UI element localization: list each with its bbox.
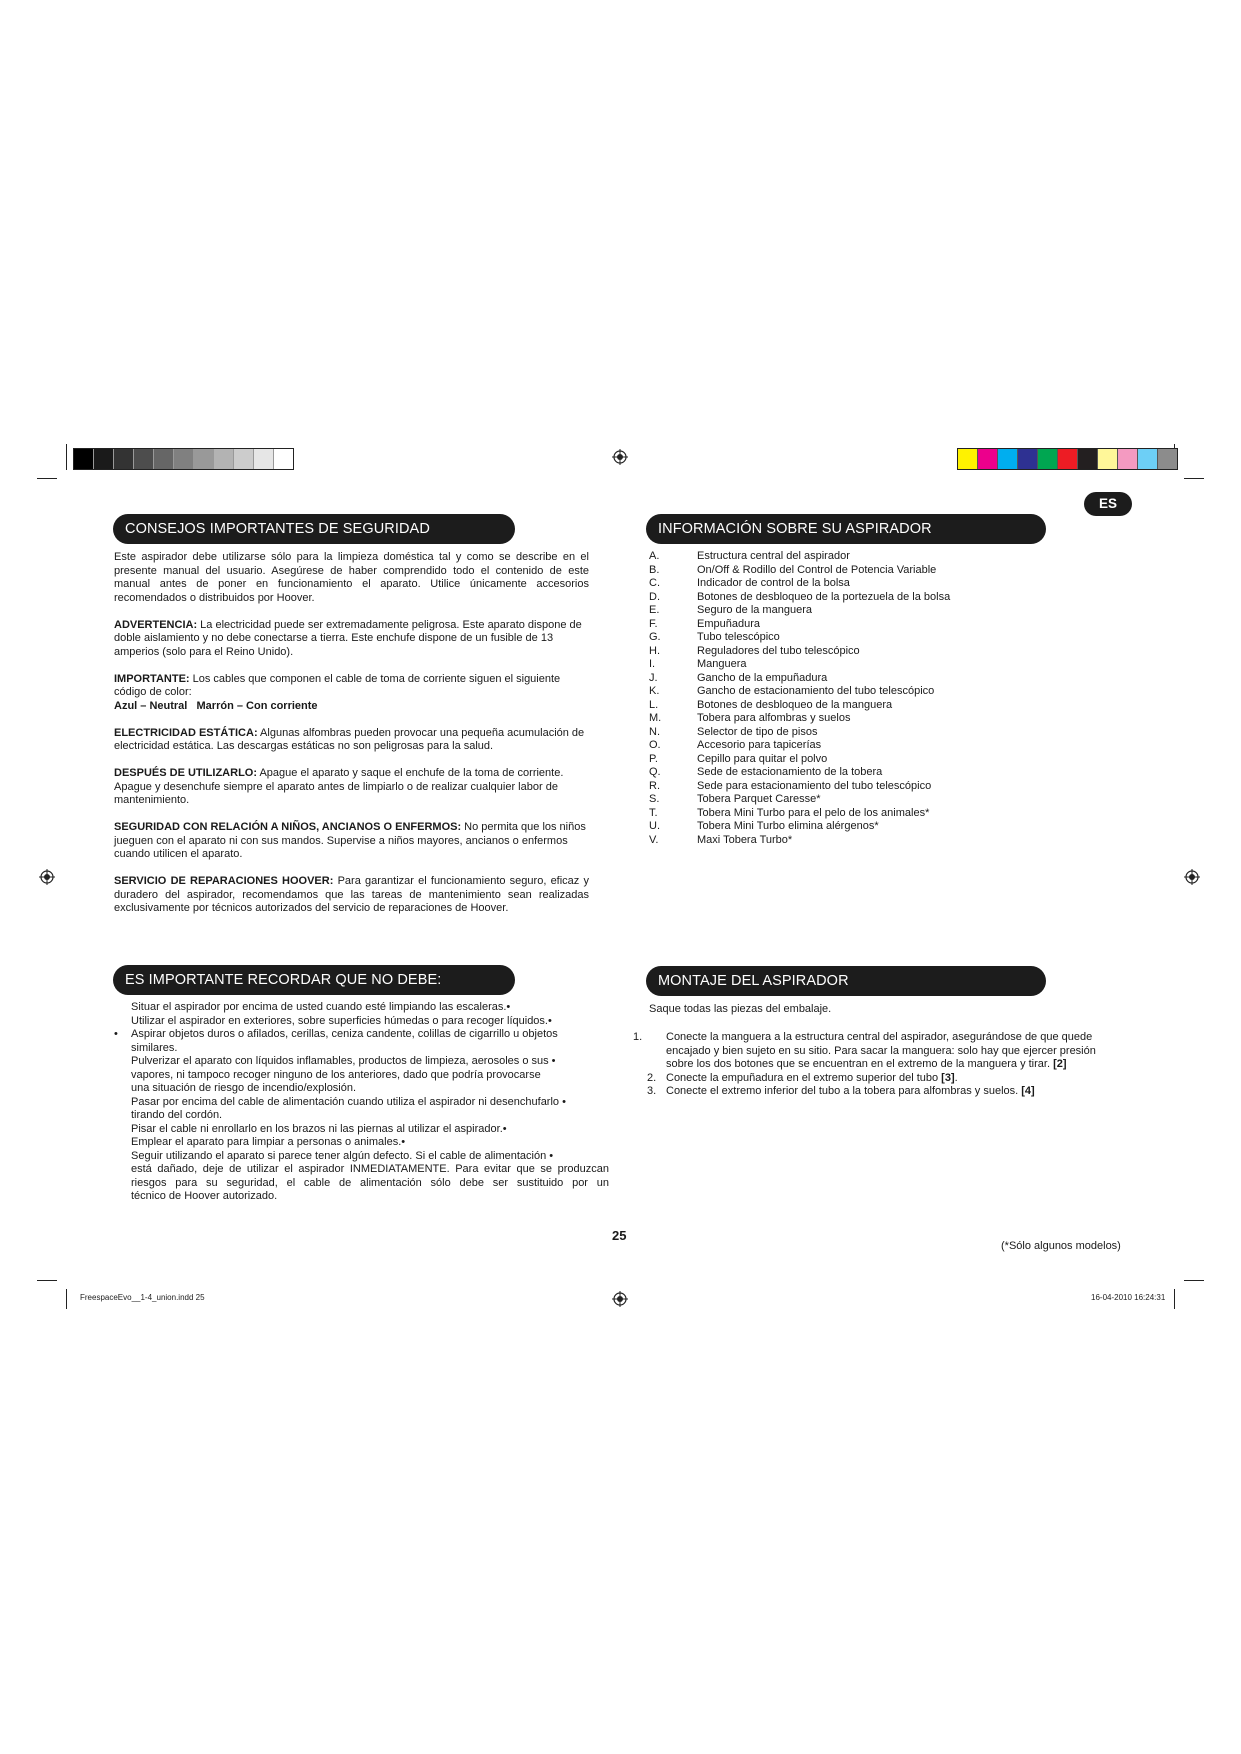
- static-text: Algunas alfombras pueden provocar una pequeña acumulación de electricidad estática. Las descargas estáticas no son peligrosas para la salud.: [114, 726, 585, 752]
- assembly-section-title: MONTAJE DEL ASPIRADOR: [646, 966, 1046, 996]
- color-swatch: [214, 449, 234, 469]
- parts-name: Sede de estacionamiento de la tobera: [697, 766, 883, 778]
- parts-name: Estructura central del aspirador: [697, 550, 850, 562]
- parts-list-item: [649, 753, 1029, 767]
- dont-list-line: riesgos para su seguridad, el cable de alimentación sólo debe ser sustituido por un: [131, 1176, 609, 1189]
- parts-list-item: [649, 564, 1029, 578]
- assembly-step: [633, 1085, 1113, 1099]
- children-safety-paragraph: [114, 821, 589, 862]
- color-swatch: [1078, 449, 1098, 469]
- after-use-label: DESPUÉS DE UTILIZARLO:: [114, 767, 258, 779]
- parts-letter: E.: [649, 604, 660, 616]
- parts-letter: Q.: [649, 766, 661, 778]
- dont-list-line: Pasar por encima del cable de alimentación cuando utiliza el aspirador ni desenchufarlo •: [131, 1095, 566, 1108]
- parts-letter: N.: [649, 725, 660, 738]
- step-instruction: Conecte la manguera a la estructura central del aspirador, asegurándose de que quede encajado y bien sujeto en su sitio. Para sacar la manguera: solo hay que ejercer presión sobre los dos botones que se encuentran en el extremo de la manguera y tirar.: [666, 1031, 1096, 1070]
- parts-name: Tobera Mini Turbo elimina alérgenos*: [697, 820, 879, 832]
- step-tail: .: [954, 1071, 958, 1084]
- crop-mark: [1184, 1280, 1204, 1281]
- parts-list-item: [649, 780, 1029, 794]
- color-swatch: [1118, 449, 1138, 469]
- parts-list-item: [649, 820, 1029, 834]
- warning-text: La electricidad puede ser extremadamente peligrosa. Este aparato dispone de doble aislamiento y no debe conectarse a tierra. Este enchufe dispone de un fusible de 13 amperios (solo para el Reino Unido).: [114, 618, 582, 658]
- parts-letter: M.: [649, 712, 662, 724]
- parts-letter: A.: [649, 550, 660, 562]
- color-swatch: [1158, 449, 1177, 469]
- parts-letter: R.: [649, 779, 660, 792]
- parts-letter: K.: [649, 685, 660, 697]
- assembly-step: [633, 1072, 1113, 1086]
- color-swatch: [134, 449, 154, 469]
- parts-list-item: [649, 712, 1029, 726]
- dont-list-line: Aspirar objetos duros o afilados, cerillas, ceniza candente, colillas de cigarrillo u objetos: [131, 1028, 558, 1040]
- dont-list-line: similares.: [131, 1041, 178, 1054]
- step-text: [666, 1072, 1113, 1086]
- service-paragraph: [114, 875, 589, 916]
- assembly-steps: [633, 1031, 1113, 1099]
- parts-list-item: [649, 550, 1029, 564]
- static-label: ELECTRICIDAD ESTÁTICA:: [114, 726, 258, 739]
- registration-mark-icon: [612, 449, 628, 465]
- crop-mark: [37, 1280, 57, 1281]
- parts-letter: I.: [649, 658, 656, 670]
- grayscale-color-bar: [73, 448, 294, 470]
- parts-name: Sede para estacionamiento del tubo telescópico: [697, 779, 932, 792]
- safety-section-title: CONSEJOS IMPORTANTES DE SEGURIDAD: [113, 514, 515, 544]
- step-instruction: Conecte el extremo inferior del tubo a la tobera para alfombras y suelos.: [666, 1085, 1022, 1097]
- static-paragraph: [114, 727, 589, 754]
- registration-mark-icon: [39, 869, 55, 885]
- important-text: Los cables que componen el cable de toma de corriente siguen el siguiente código de color:: [114, 672, 561, 698]
- parts-list-item: [649, 591, 1029, 605]
- parts-list-item: [649, 672, 1029, 686]
- dont-list-line: Emplear el aparato para limpiar a personas o animales.•: [131, 1136, 406, 1148]
- important-label: IMPORTANTE:: [114, 672, 190, 685]
- step-text: [666, 1085, 1113, 1099]
- dont-list-line: vapores, ni tampoco recoger ninguno de los anteriores, dado que podría provocarse: [131, 1068, 541, 1081]
- language-badge: ES: [1084, 492, 1132, 516]
- registration-mark-icon: [612, 1291, 628, 1307]
- color-swatch: [174, 449, 194, 469]
- crop-mark: [37, 478, 57, 479]
- parts-list-item: [649, 793, 1029, 807]
- parts-letter: O.: [649, 739, 661, 751]
- parts-letter: D.: [649, 590, 660, 603]
- color-swatch: [1098, 449, 1118, 469]
- parts-letter: F.: [649, 617, 658, 630]
- parts-list-item: [649, 645, 1029, 659]
- parts-list-item: [649, 658, 1029, 672]
- parts-name: Tobera Parquet Caresse*: [697, 793, 821, 805]
- dont-list-line: está dañado, deje de utilizar el aspirador INMEDIATAMENTE. Para evitar que se produzcan: [131, 1163, 609, 1175]
- dont-list: [131, 1001, 609, 1204]
- color-swatch: [254, 449, 274, 469]
- step-text: [666, 1031, 1113, 1072]
- assembly-step: [633, 1031, 1113, 1072]
- dont-list-line: Seguir utilizando el aparato si parece tener algún defecto. Si el cable de alimentación •: [131, 1149, 554, 1162]
- parts-letter: B.: [649, 563, 660, 576]
- parts-letter: V.: [649, 833, 659, 846]
- parts-letter: J.: [649, 671, 658, 684]
- parts-name: Gancho de estacionamiento del tubo telescópico: [697, 685, 935, 697]
- children-safety-label: SEGURIDAD CON RELACIÓN A NIÑOS, ANCIANOS O ENFERMOS:: [114, 821, 462, 833]
- parts-letter: L.: [649, 698, 659, 711]
- parts-list: [649, 550, 1029, 847]
- crop-mark: [66, 1289, 67, 1309]
- figure-reference: [4]: [1021, 1085, 1035, 1097]
- dont-list-line: Pulverizar el aparato con líquidos inflamables, productos de limpieza, aerosoles o sus •: [131, 1055, 556, 1067]
- crop-mark: [66, 444, 67, 470]
- parts-letter: H.: [649, 644, 660, 657]
- color-swatch: [1058, 449, 1078, 469]
- info-section-title: INFORMACIÓN SOBRE SU ASPIRADOR: [646, 514, 1046, 544]
- parts-name: Tubo telescópico: [697, 631, 780, 643]
- dont-list-line: una situación de riesgo de incendio/explosión.: [131, 1082, 357, 1094]
- parts-name: Selector de tipo de pisos: [697, 725, 818, 738]
- children-safety-text: No permita que los niños jueguen con el aparato ni con sus mandos. Supervise a niños mayores, ancianos o enfermos cuando utilicen el aparato.: [114, 821, 586, 860]
- parts-list-item: [649, 766, 1029, 780]
- color-swatch: [274, 449, 293, 469]
- parts-name: On/Off & Rodillo del Control de Potencia Variable: [697, 563, 937, 576]
- parts-list-item: [649, 699, 1029, 713]
- color-swatch: [114, 449, 134, 469]
- color-swatch: [74, 449, 94, 469]
- parts-letter: S.: [649, 793, 660, 805]
- figure-reference: [3]: [941, 1071, 955, 1084]
- color-swatch: [978, 449, 998, 469]
- registration-mark-icon: [1184, 869, 1200, 885]
- step-number: 1.: [633, 1031, 643, 1043]
- process-color-bar: [957, 448, 1178, 470]
- parts-list-item: [649, 577, 1029, 591]
- dont-list-line: Situar el aspirador por encima de usted cuando esté limpiando las escaleras.•: [131, 1001, 511, 1013]
- color-swatch: [998, 449, 1018, 469]
- dont-list-line: tirando del cordón.: [131, 1109, 223, 1121]
- color-swatch: [234, 449, 254, 469]
- color-swatch: [154, 449, 174, 469]
- parts-name: Botones de desbloqueo de la portezuela de la bolsa: [697, 590, 951, 603]
- figure-reference: [2]: [1053, 1058, 1067, 1070]
- crop-mark: [1174, 1289, 1175, 1309]
- parts-list-item: [649, 685, 1029, 699]
- step-number: 2.: [647, 1071, 657, 1084]
- parts-name: Maxi Tobera Turbo*: [697, 833, 793, 846]
- dont-section-title: ES IMPORTANTE RECORDAR QUE NO DEBE:: [113, 965, 515, 995]
- parts-name: Tobera para alfombras y suelos: [697, 712, 851, 724]
- parts-list-item: [649, 631, 1029, 645]
- parts-list-item: [649, 726, 1029, 740]
- after-use-text: Apague el aparato y saque el enchufe de la toma de corriente. Apague y desenchufe siempre el aparato antes de limpiarlo o de realizar cualquier labor de mantenimiento.: [114, 767, 564, 806]
- parts-name: Botones de desbloqueo de la manguera: [697, 698, 893, 711]
- parts-name: Seguro de la manguera: [697, 604, 812, 616]
- color-swatch: [1038, 449, 1058, 469]
- parts-name: Manguera: [697, 658, 747, 670]
- dont-list-line: técnico de Hoover autorizado.: [131, 1190, 278, 1202]
- color-swatch: [1138, 449, 1158, 469]
- parts-list-item: [649, 807, 1029, 821]
- parts-list-item: [649, 604, 1029, 618]
- parts-list-item: [649, 618, 1029, 632]
- parts-letter: T.: [649, 806, 658, 819]
- parts-letter: G.: [649, 631, 661, 643]
- parts-letter: U.: [649, 820, 660, 832]
- step-number: 3.: [647, 1085, 657, 1097]
- parts-name: Accesorio para tapicerías: [697, 739, 822, 751]
- safety-section-body: [114, 551, 589, 929]
- crop-mark: [1184, 478, 1204, 479]
- color-swatch: [958, 449, 978, 469]
- date-slug: 16-04-2010 16:24:31: [1091, 1293, 1166, 1302]
- service-label: SERVICIO DE REPARACIONES HOOVER:: [114, 875, 334, 887]
- warning-paragraph: [114, 619, 589, 660]
- parts-letter: C.: [649, 577, 660, 589]
- footnote: (*Sólo algunos modelos): [1001, 1240, 1121, 1252]
- parts-name: Cepillo para quitar el polvo: [697, 752, 828, 765]
- page-number: 25: [612, 1228, 627, 1243]
- step-instruction: Conecte la empuñadura en el extremo superior del tubo: [666, 1071, 942, 1084]
- parts-name: Empuñadura: [697, 617, 760, 630]
- parts-name: Tobera Mini Turbo para el pelo de los animales*: [697, 806, 930, 819]
- color-swatch: [194, 449, 214, 469]
- assembly-intro: Saque todas las piezas del embalaje.: [649, 1003, 832, 1015]
- file-slug: FreespaceEvo__1-4_union.indd 25: [80, 1293, 205, 1302]
- safety-intro: Este aspirador debe utilizarse sólo para la limpieza doméstica tal y como se describe en el presente manual del usuario. Asegúrese de haber comprendido todo el contenido de este manual antes de poner en funcionamiento el aparato. Utilice únicamente accesorios recomendados o distribuidos por Hoover.: [114, 551, 589, 604]
- service-text: Para garantizar el funcionamiento seguro, eficaz y duradero del aspirador, recomendamos que las tareas de mantenimiento sean realizadas exclusivamente por técnicos autorizados del servicio de reparaciones de Hoover.: [114, 875, 589, 914]
- parts-name: Indicador de control de la bolsa: [697, 577, 850, 589]
- color-code-line: Azul – Neutral Marrón – Con corriente: [114, 699, 318, 712]
- after-use-paragraph: [114, 767, 589, 808]
- parts-name: Gancho de la empuñadura: [697, 671, 828, 684]
- dont-list-line: Utilizar el aspirador en exteriores, sobre superficies húmedas o para recoger líquidos.•: [131, 1014, 552, 1027]
- important-paragraph: [114, 673, 589, 714]
- dont-list-line: Pisar el cable ni enrollarlo en los brazos ni las piernas al utilizar el aspirador.•: [131, 1122, 507, 1135]
- parts-list-item: [649, 834, 1029, 848]
- parts-name: Reguladores del tubo telescópico: [697, 644, 860, 657]
- color-swatch: [94, 449, 114, 469]
- parts-list-item: [649, 739, 1029, 753]
- list-bullet: •: [114, 1028, 118, 1040]
- color-swatch: [1018, 449, 1038, 469]
- warning-label: ADVERTENCIA:: [114, 618, 198, 631]
- parts-letter: P.: [649, 752, 658, 765]
